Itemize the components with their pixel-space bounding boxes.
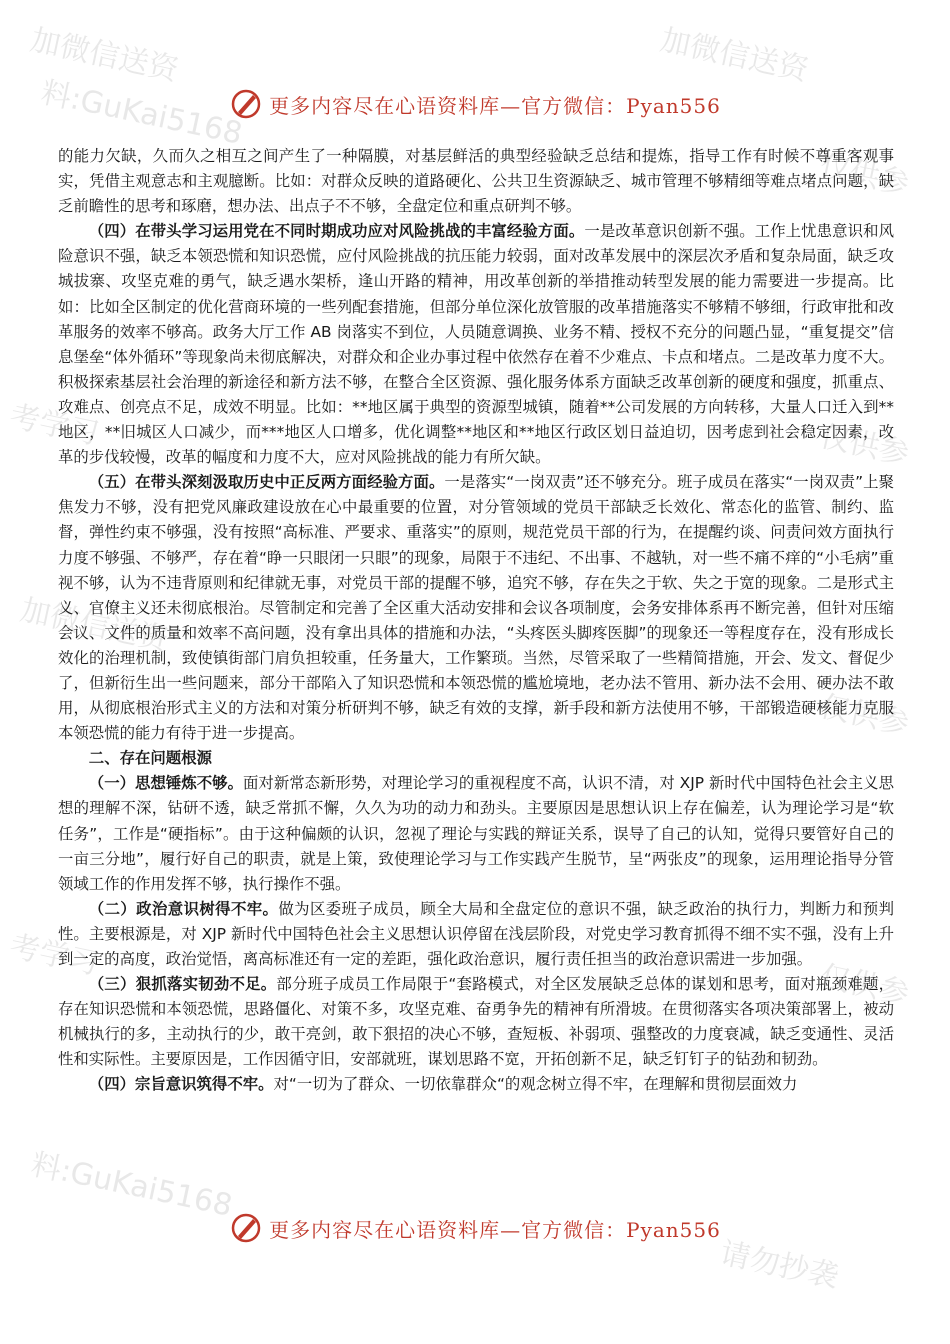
paragraph: （四）在带头学习运用党在不同时期成功应对风险挑战的丰富经验方面。一是改革意识创新不强。工作上忧患意识和风险意识不强，缺乏本领恐慌和知识恐慌，应付风险挑战的抗压能力较弱，面对改革发展中的深层次矛盾和复杂局面，缺乏攻城拔寨、攻坚克难的勇气，缺乏遇水架桥，逢山开路的精神，用改革创新的举措推动转型发展的能力需要进一步提高。比如：比如全区制定的优化营商环境的一些列配套措施，但部分单位深化放管服的改革措施落实不够精不够细，行政审批和改革服务的效率不够高。政务大厅工作 AB 岗落实不到位，人员随意调换、业务不精、授权不充分的问题凸显，“重复提交”信息堡垒“体外循环”等现象尚未彻底解决，对群众和企业办事过程中依然存在着不少难点、卡点和堵点。二是改革力度不大。积极探索基层社会治理的新途径和新方法不够，在整合全区资源、强化服务体系方面缺乏改革创新的硬度和强度，抓重点、攻难点、创亮点不足，成效不明显。比如：**地区属于典型的资源型城镇，随着**公司发展的方向转移，大量人口迁入到**地区，**旧城区人口减少，而***地区人口增多，优化调整**地区和**地区行政区划日益迫切，因考虑到社会稳定因素，改革的步伐较慢，改革的幅度和力度不大，应对风险挑战的能力有所欠缺。 [58, 222, 894, 467]
paragraph-lead: （一）思想锤炼不够。 [88, 774, 243, 793]
watermark: 料:GuKai5168 [37, 75, 246, 152]
watermark: 加微信送资 [657, 22, 812, 89]
watermark: 料:GuKai5168 [27, 1147, 236, 1224]
watermark: 仅供参 [816, 958, 912, 1012]
paragraph: （三）狠抓落实韧劲不足。部分班子成员工作局限于“套路模式，对全区发展缺乏总体的谋划和思考，面对瓶颈难题，存在知识恐慌和本领恐慌，思路僵化、对策不多，攻坚克难、奋勇争先的精神有所滑坡。在贯彻落实各项决策部署上，被动机械执行的多，主动执行的少，敢干亮剑，敢下狠招的决心不够，查短板、补弱项、强整改的力度衰减，缺乏变通性、灵活性和实际性。主要原因是，工作因循守旧，安部就班，谋划思路不宽，开拓创新不足，缺乏钉钉子的钻劲和韧劲。 [58, 975, 894, 1069]
paragraph-lead: （四）宗旨意识筑得不牢。 [88, 1075, 274, 1094]
paragraph-lead: （五）在带头深刻汲取历史中正反两方面经验方面。 [88, 473, 445, 492]
paragraph-lead: （二）政治意识树得不牢。 [88, 899, 279, 918]
watermark: 仅供参 [816, 418, 912, 472]
watermark: 考学习 [6, 928, 102, 982]
section-heading: 二、存在问题根源 [88, 749, 212, 768]
watermark: 仅供参 [816, 688, 912, 742]
footer-banner [0, 1208, 950, 1248]
watermark: 请勿抄袭 [716, 1235, 842, 1296]
watermark: 仅供参 [816, 148, 912, 202]
pen-logo-icon [229, 1211, 263, 1245]
paragraph: （一）思想锤炼不够。面对新常态新形势，对理论学习的重视程度不高，认识不清，对 XJP 新时代中国特色社会主义思想的理解不深，钻研不透，缺乏常抓不懈，久久为功的动力和劲头。主要原因是思想认识上存在偏差，认为理论学习是“软任务”，工作是“硬指标”。由于这种偏颇的认识，忽视了理论与实践的辩证关系，误导了自己的认知，觉得只要管好自己的一亩三分地”，履行好自己的职责，就是上策，致使理论学习与工作实践产生脱节，呈“两张皮”的现象，运用理论指导分管领域工作的作用发挥不够，执行操作不强。 [58, 774, 894, 893]
watermark: 加微信送资 [17, 592, 172, 659]
banner-text: 更多内容尽在心语资料库—官方微信：Pyan556 [269, 93, 721, 118]
paragraph: （四）宗旨意识筑得不牢。对“一切为了群众、一切依靠群众“的观念树立得不牢，在理解和贯彻层面效力 [88, 1075, 798, 1094]
paragraph: （五）在带头深刻汲取历史中正反两方面经验方面。一是落实“一岗双责”还不够充分。班子成员在落实“一岗双责”上聚焦发力不够，没有把党风廉政建设放在心中最重要的位置，对分管领域的党员干部缺乏长效化、常态化的监管、制约、监督，弹性约束不够强，没有按照“高标准、严要求、重落实”的原则，规范党员干部的行为，在提醒约谈、问责问效方面执行力度不够强、不够严，存在着“睁一只眼闭一只眼”的现象，局限于不违纪、不出事、不越轨，对一些不痛不痒的“小毛病”重视不够，认为不违背原则和纪律就无事，对党员干部的提醒不够，追究不够，存在失之于软、失之于宽的现象。二是形式主义、官僚主义还未彻底根治。尽管制定和完善了全区重大活动安排和会议各项制度，会务安排体系再不断完善，但针对压缩会议、文件的质量和效率不高问题，没有拿出具体的措施和办法，“头疼医头脚疼医脚”的现象还一等程度存在，没有形成长效化的治理机制，致使镇街部门肩负担较重，任务量大，工作繁琐。当然，尽管采取了一些精简措施，开会、发文、督促少了，但新衍生出一些问题来，部分干部陷入了知识恐慌和本领恐慌的尴尬境地，老办法不管用、新办法不会用、硬办法不敢用，从彻底根治形式主义的方法和对策分析研判不够，缺乏有效的支撑，新手段和新方法使用不够，干部锻造硬核能力克服本领恐慌的能力有待于进一步提高。 [58, 473, 894, 743]
pen-logo-icon [229, 87, 263, 121]
banner-text: 更多内容尽在心语资料库—官方微信：Pyan556 [269, 1217, 721, 1242]
paragraph-lead: （四）在带头学习运用党在不同时期成功应对风险挑战的丰富经验方面。 [88, 222, 585, 241]
document-body [58, 144, 894, 1098]
header-banner [0, 84, 950, 124]
paragraph: （二）政治意识树得不牢。做为区委班子成员，顾全大局和全盘定位的意识不强，缺乏政治的执行力，判断力和预判性。主要根源是，对 XJP 新时代中国特色社会主义思想认识停留在浅层阶段，对党史学习教育抓得不细不实不强，没有上升到一定的高度，政治觉悟，离高标准还有一定的差距，强化政治意识，履行责任担当的政治意识需进一步加强。 [58, 899, 894, 968]
paragraph: 的能力欠缺，久而久之相互之间产生了一种隔膜，对基层鲜活的典型经验缺乏总结和提炼，指导工作有时候不尊重客观事实，凭借主观意志和主观臆断。比如：对群众反映的道路硬化、公共卫生资源缺乏、城市管理不够精细等难点堵点问题，缺乏前瞻性的思考和琢磨，想办法、出点子不不够，全盘定位和重点研判不够。 [58, 147, 894, 216]
watermark: 考学习 [6, 398, 102, 452]
watermark: 加微信送资 [27, 22, 182, 89]
paragraph-lead: （三）狠抓落实韧劲不足。 [88, 975, 277, 994]
